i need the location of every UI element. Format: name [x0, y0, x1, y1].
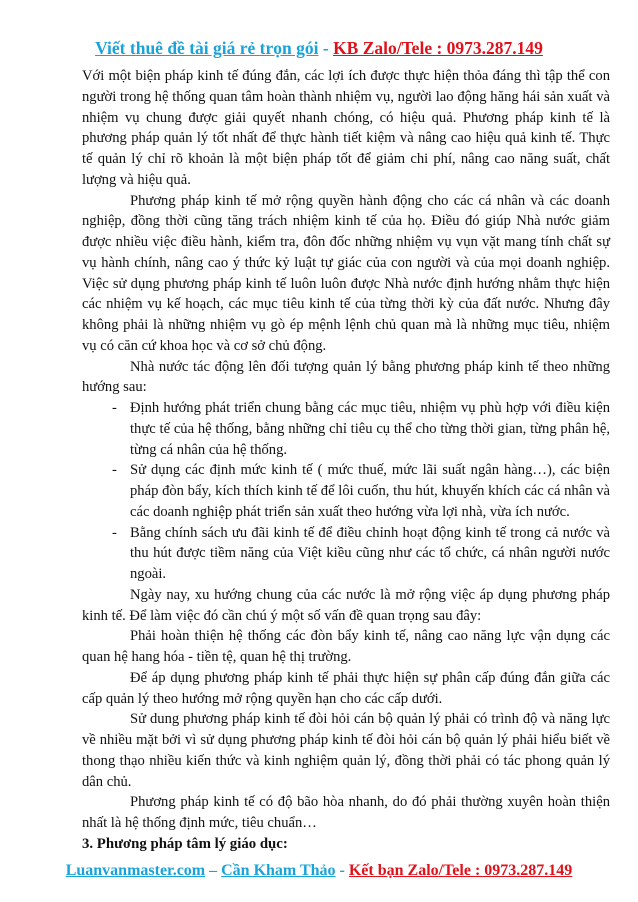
list-item: [82, 523, 610, 585]
bullet-mark: -: [112, 524, 117, 541]
paragraph-4: Ngày nay, xu hướng chung của các nước là mở rộng việc áp dụng phương pháp kinh tế. Để làm việc đó cần chú ý một số vấn đề quan trọng sau đây:: [82, 586, 610, 624]
footer-contact-link[interactable]: Kết bạn Zalo/Tele : 0973.287.149: [348, 862, 573, 879]
paragraph-8: Phương pháp kinh tế có độ bão hòa nhanh, do đó phải thường xuyên hoàn thiện nhất là hệ thống định mức, tiêu chuẩn…: [82, 794, 610, 831]
paragraph-2: Phương pháp kinh tế mở rộng quyền hành động cho các cá nhân và các doanh nghiệp, đồng thời cũng tăng trách nhiệm kinh tế của họ. Điều đó giúp Nhà nước giảm được nhiều việc điều hành, kiểm tra, đôn đốc những nhiệm vụ vụn vặt mang tính chất sự vụ hành chính, nâng cao ý thức kỷ luật tự giác của con người và của mọi doanh nghiệp. Việc sử dụng phương pháp kinh tế luôn luôn được Nhà nước định hướng nhằm thực hiện các nhiệm vụ kế hoạch, các mục tiêu kinh tế của từng thời kỳ của đất nước. Nhưng đây không phải là những nhiệm vụ gò ép mệnh lệnh chủ quan mà là những mục tiêu, nhiệm vụ có căn cứ khoa học và cơ sở chủ động.: [82, 192, 610, 354]
paragraph-1: Với một biện pháp kinh tế đúng đắn, các lợi ích được thực hiện thỏa đáng thì tập thể con người trong hệ thống quan tâm hoàn thành nhiệm vụ, người lao động hăng hái sản xuất và nhiệm vụ chung được giải quyết nhanh chóng, có hiệu quả. Phương pháp kinh tế là phương pháp quản lý tốt nhất để thực hành tiết kiệm và nâng cao hiệu quả kinh tế. Thực tế quản lý chỉ rõ khoản là một biện pháp tốt để giảm chi phí, nâng cao năng suất, chất lượng và hiệu quả.: [82, 68, 610, 188]
header-contact-link[interactable]: KB Zalo/Tele : 0973.287.149: [333, 38, 543, 58]
header-service-link[interactable]: Viết thuê đề tài giá rẻ trọn gói: [95, 38, 319, 58]
section-heading: 3. Phương pháp tâm lý giáo dục:: [82, 835, 288, 852]
footer-separator: –: [205, 862, 222, 879]
header-separator: -: [318, 38, 334, 58]
document-body: [82, 66, 610, 855]
paragraph-3: Nhà nước tác động lên đối tượng quản lý bằng phương pháp kinh tế theo những hướng sau:: [82, 358, 610, 396]
bullet-list: [82, 398, 610, 585]
footer-name-link[interactable]: Cần Kham Thảo: [221, 862, 336, 879]
paragraph-7: Sử dung phương pháp kinh tế đòi hỏi cán bộ quản lý phải có trình độ và năng lực về nhiều mặt bởi vì sử dụng phương pháp kinh tế đòi hỏi cán bộ quản lý phải hiểu biết về thong thạo nhiều kiến thức và kinh nghiệm quản lý, đồng thời phải có tác phong quản lý dân chủ.: [82, 711, 610, 790]
list-item: [82, 460, 610, 522]
list-item-text: Định hướng phát triển chung bằng các mục tiêu, nhiệm vụ phù hợp với điều kiện thực tế của hệ thống, bằng những chỉ tiêu cụ thể cho từng thời gian, từng phân hệ, từng cá nhân của hệ thống.: [130, 400, 610, 458]
paragraph-6: Để áp dụng phương pháp kinh tế phải thực hiện sự phân cấp đúng đắn giữa các cấp quản lý theo hướng mở rộng quyền hạn cho các cấp dưới.: [82, 669, 610, 707]
page-header: [0, 38, 638, 59]
footer-site-link[interactable]: Luanvanmaster.com: [65, 862, 206, 879]
list-item-text: Sử dụng các định mức kinh tế ( mức thuế, mức lãi suất ngân hàng…), các biện pháp đòn bẩy, kích thích kinh tế để lôi cuốn, thu hút, khuyến khích các cá nhân và các doanh nghiệp phát triển sản xuất theo hướng vừa lợi nhà, vừa ích nước.: [130, 462, 610, 520]
bullet-mark: -: [112, 400, 117, 416]
bullet-mark: -: [112, 462, 117, 479]
list-item: [82, 398, 610, 460]
list-item-text: Bằng chính sách ưu đãi kinh tế để điều chỉnh hoạt động kinh tế trong cả nước và thu hút được tiềm năng của Việt kiều cũng như các tổ chức, cá nhân người nước ngoài.: [130, 524, 610, 582]
paragraph-5: Phải hoàn thiện hệ thống các đòn bẩy kinh tế, nâng cao năng lực vận dụng các quan hệ hang hóa - tiền tệ, quan hệ thị trường.: [82, 628, 610, 665]
footer-separator: -: [335, 862, 349, 879]
page-footer: [0, 862, 638, 880]
